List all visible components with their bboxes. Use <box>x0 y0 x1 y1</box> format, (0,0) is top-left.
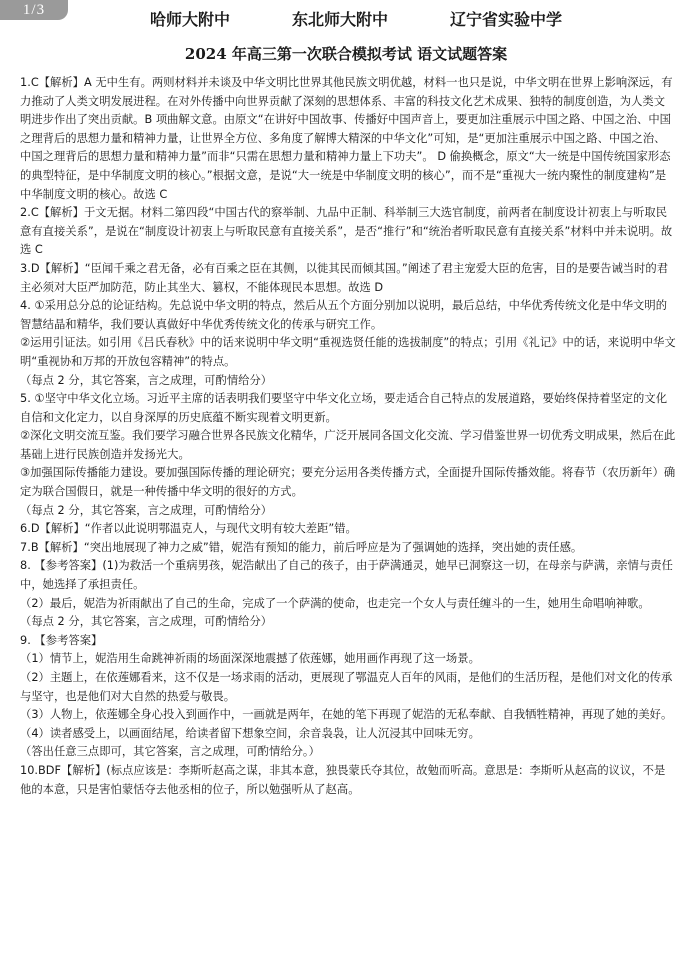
answer-paragraph: （4）读者感受上，以画面结尾，给读者留下想象空间，余音袅袅，让人沉浸其中回味无穷。 <box>20 726 480 740</box>
answer-paragraph: 10.BDF【解析】(标点应该是：李斯听赵高之谋，非其本意，独畏蒙氏夺其位，故勉而听高。意思是：李斯听从赵高的议议，不是他的本意，只是害怕蒙恬夺去他丞相的位子，所以勉强听从了赵高。 <box>20 763 666 796</box>
answer-paragraph: （2）主题上，在依莲娜看来，这不仅是一场求雨的活动，更展现了鄂温克人百年的风雨，是他们的生活历程，是他们对文化的传承与坚守，也是他们对大自然的热爱与敬畏。 <box>20 671 673 703</box>
answer-paragraph: 6.D【解析】“作者以此说明鄂温克人，与现代文明有较大差距”错。 <box>20 522 357 536</box>
school-name: 东北师大附中 <box>291 10 388 29</box>
answer-paragraph: ③加强国际传播能力建设。要加强国际传播的理论研究；要充分运用各类传播方式，全面提升国际传播效能。将春节（农历新年）确定为联合国假日，就是一种传播中华文明的很好的方式。 <box>20 466 676 499</box>
school-name: 辽宁省实验中学 <box>450 10 563 29</box>
answer-paragraph: （2）最后，妮浩为祈雨献出了自己的生命，完成了一个萨满的使命，也走完一个女人与责任缠斗的一生，她用生命唱响神歌。 <box>20 596 650 610</box>
answer-paragraph: （1）情节上，妮浩用生命跳神祈雨的场面深深地震撼了依莲娜，她用画作再现了这一场景。 <box>20 652 480 666</box>
answer-paragraph: 8. 【参考答案】(1)为救活一个重病男孩，妮浩献出了自己的孩子，由于萨满通灵，她早已洞察这一切，在母亲与萨满，亲情与责任中，她选择了承担责任。 <box>20 559 673 592</box>
scoring-note: （每点 2 分，其它答案，言之成理，可酌情给分） <box>20 373 273 387</box>
school-names <box>60 7 652 29</box>
scoring-note: （答出任意三点即可，其它答案，言之成理，可酌情给分。） <box>20 745 320 759</box>
answer-paragraph: 3.D【解析】“臣闻千乘之君无备，必有百乘之臣在其侧，以徙其民而倾其国。”阐述了君主宠爱大臣的危害，目的是要告诫当时的君主必须对大臣严加防范，防止其坐大、篡权，不能体现民本思想。故选 D <box>20 261 669 294</box>
page-number-badge: 1/3 <box>0 0 68 20</box>
document-title: 2024 年高三第一次联合模拟考试 语文试题答案 <box>184 45 508 63</box>
answer-paragraph: 4. ①采用总分总的论证结构。先总说中华文明的特点，然后从五个方面分别加以说明，最后总结，中华优秀传统文化是中华文明的智慧结晶和精华，我们要认真做好中华优秀传统文化的传承与研究工作。 <box>20 299 668 331</box>
scoring-note: （每点 2 分，其它答案，言之成理，可酌情给分） <box>20 615 273 629</box>
answer-paragraph: ②深化文明交流互鉴。我们要学习融合世界各民族文化精华，广泛开展同各国文化交流、学习借鉴世界一切优秀文明成果，然后在此基础上进行民族创造并发扬光大。 <box>20 429 676 461</box>
answer-paragraph: 9. 【参考答案】 <box>20 633 103 647</box>
answer-paragraph: 1.C【解析】A 无中生有。两则材料并未谈及中华文明比世界其他民族文明优越，材料一也只是说，中华文明在世界上影响深远，有力推动了人类文明发展进程。在对外传播中向世界贡献了深刻的思想体系、丰富的科技文化艺术成果、独特的制度创造，为人类文明进步作出了突出贡献。B 项曲解文意。由原文“在讲好中国故事、传播好中国声音上，要更加注重展示中国之路、中国之治、中国之理背后的思想力量和精神力量，让世界全方位、多角度了解博大精深的中华文化”可知，是“更加注重展示中国之路、中国之治、中国之理背后的思想力量和精神力量”而非“只需在思想力量和精神力量上下功夫”。 D 偷换概念，原文“大一统是中国传统国家形态的典型特征，是中华制度文明的核心。”根据文意，是说“大一统是中华制度文明的核心”，而不是“重视大一统内聚性的制度建构”是中华制度文明的核心。故选 C <box>20 76 673 201</box>
school-name: 哈师大附中 <box>149 10 230 29</box>
answer-paragraph: 5. ①坚守中华文化立场。习近平主席的话表明我们要坚守中华文化立场，要走适合自己特点的发展道路，要始终保持着坚定的文化自信和文化定力，以自身深厚的历史底蕴不断实现着文明更新。 <box>20 392 668 424</box>
answer-paragraph: 7.B【解析】“突出地展现了神力之威”错，妮浩有预知的能力，前后呼应是为了强调她的选择，突出她的责任感。 <box>20 540 583 554</box>
answer-paragraph: 2.C【解析】于文无据。材料二第四段“中国古代的察举制、九品中正制、科举制三大选官制度，前两者在制度设计初衷上与听取民意有直接关系”，是说在“制度设计初衷上与听取民意有直接关系”，是否“推行”和“统治者听取民意有直接关系”材料中并未说明。故选 C <box>20 206 673 257</box>
answer-body <box>20 74 676 799</box>
answer-paragraph: （3）人物上，依莲娜全身心投入到画作中，一画就是两年，在她的笔下再现了妮浩的无私奉献、自我牺牲精神，再现了她的美好。 <box>20 708 673 722</box>
answer-paragraph: ②运用引证法。如引用《吕氏春秋》中的话来说明中华文明“重视选贤任能的选拔制度”的特点；引用《礼记》中的话，来说明中华文明“重视协和万邦的开放包容精神”的特点。 <box>20 336 676 368</box>
scoring-note: （每点 2 分，其它答案，言之成理，可酌情给分） <box>20 503 273 517</box>
